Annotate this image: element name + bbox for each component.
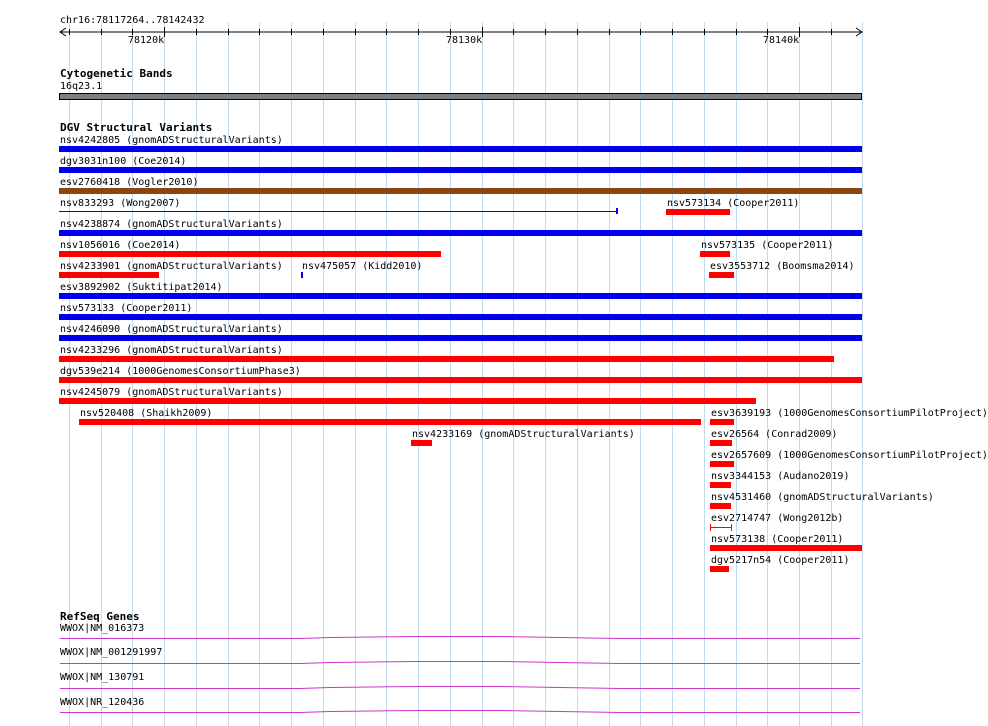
variant-bar[interactable] — [59, 335, 862, 341]
variant-bar[interactable] — [710, 461, 734, 467]
variant-label: esv2714747 (Wong2012b) — [711, 513, 844, 524]
gene-model[interactable] — [60, 637, 860, 639]
variant-bar[interactable] — [59, 230, 862, 236]
variant-label: nsv4246090 (gnomADStructuralVariants) — [60, 324, 283, 335]
gene-label: WWOX|NM_016373 — [60, 623, 145, 634]
variant-label: dgv3031n100 (Coe2014) — [60, 156, 187, 167]
variant-bar[interactable] — [79, 419, 701, 425]
variant-bar[interactable] — [59, 146, 862, 152]
gene-model[interactable] — [60, 711, 860, 713]
variant-bar[interactable] — [710, 482, 731, 488]
variant-bar[interactable] — [59, 167, 862, 173]
variant-bar[interactable] — [59, 377, 862, 383]
variant-label: esv3892902 (Suktitipat2014) — [60, 282, 223, 293]
variant-bar[interactable] — [59, 356, 834, 362]
track-title: DGV Structural Variants — [60, 121, 213, 134]
variant-label: nsv520408 (Shaikh2009) — [80, 408, 213, 419]
track-title: Cytogenetic Bands — [60, 67, 173, 80]
variant-label: dgv539e214 (1000GenomesConsortiumPhase3) — [60, 366, 301, 377]
variant-label: nsv3344153 (Audano2019) — [711, 471, 850, 482]
variant-label: dgv5217n54 (Cooper2011) — [711, 555, 850, 566]
variant-label: nsv1056016 (Coe2014) — [60, 240, 181, 251]
variant-bar[interactable] — [411, 440, 432, 446]
variant-bar[interactable] — [710, 440, 732, 446]
variant-label: esv2760418 (Vogler2010) — [60, 177, 199, 188]
gene-model[interactable] — [60, 662, 860, 664]
variant-label: nsv4233901 (gnomADStructuralVariants) — [60, 261, 283, 272]
variant-label: esv26564 (Conrad2009) — [711, 429, 838, 440]
variant-label: nsv573133 (Cooper2011) — [60, 303, 193, 314]
variant-label: nsv4238874 (gnomADStructuralVariants) — [60, 219, 283, 230]
tick-label: 78140k — [763, 35, 800, 46]
variant-bar[interactable] — [710, 419, 734, 425]
variant-label: esv3639193 (1000GenomesConsortiumPilotProject) — [711, 408, 988, 419]
gene-model[interactable] — [60, 687, 860, 689]
variant-label: nsv475057 (Kidd2010) — [302, 261, 423, 272]
variant-bar[interactable] — [301, 272, 303, 278]
variant-label: nsv4233169 (gnomADStructuralVariants) — [412, 429, 635, 440]
region-label: chr16:78117264..78142432 — [60, 15, 205, 26]
gene-models — [0, 616, 890, 726]
variant-bar[interactable] — [709, 272, 734, 278]
variant-label: nsv4245079 (gnomADStructuralVariants) — [60, 387, 283, 398]
variant-bar[interactable] — [710, 527, 732, 528]
variant-label: esv2657609 (1000GenomesConsortiumPilotProject) — [711, 450, 988, 461]
variant-bar[interactable] — [710, 545, 862, 551]
gene-label: WWOX|NR_120436 — [60, 697, 145, 708]
gene-label: WWOX|NM_001291997 — [60, 647, 163, 658]
variant-label: nsv4233296 (gnomADStructuralVariants) — [60, 345, 283, 356]
variant-bar[interactable] — [666, 209, 730, 215]
variant-label: esv3553712 (Boomsma2014) — [710, 261, 855, 272]
gene-label: WWOX|NM_130791 — [60, 672, 145, 683]
variant-bar[interactable] — [59, 398, 756, 404]
variant-label: nsv573138 (Cooper2011) — [711, 534, 844, 545]
variant-label: nsv573134 (Cooper2011) — [667, 198, 800, 209]
variant-bar[interactable] — [700, 251, 730, 257]
variant-label: nsv4531460 (gnomADStructuralVariants) — [711, 492, 934, 503]
variant-bar[interactable] — [59, 314, 862, 320]
cytoband-label: 16q23.1 — [60, 81, 103, 92]
variant-bar[interactable] — [710, 503, 731, 509]
variant-bar[interactable] — [59, 188, 862, 194]
variant-label: nsv4242805 (gnomADStructuralVariants) — [60, 135, 283, 146]
variant-bar[interactable] — [59, 272, 159, 278]
variant-bar[interactable] — [59, 293, 862, 299]
variant-label: nsv833293 (Wong2007) — [60, 198, 181, 209]
tick-label: 78120k — [128, 35, 165, 46]
track-title: RefSeq Genes — [60, 610, 140, 623]
variant-bar[interactable] — [59, 251, 441, 257]
variant-label: nsv573135 (Cooper2011) — [701, 240, 834, 251]
tick-label: 78130k — [446, 35, 483, 46]
variant-bar[interactable] — [710, 566, 729, 572]
variant-bar[interactable] — [59, 211, 618, 212]
